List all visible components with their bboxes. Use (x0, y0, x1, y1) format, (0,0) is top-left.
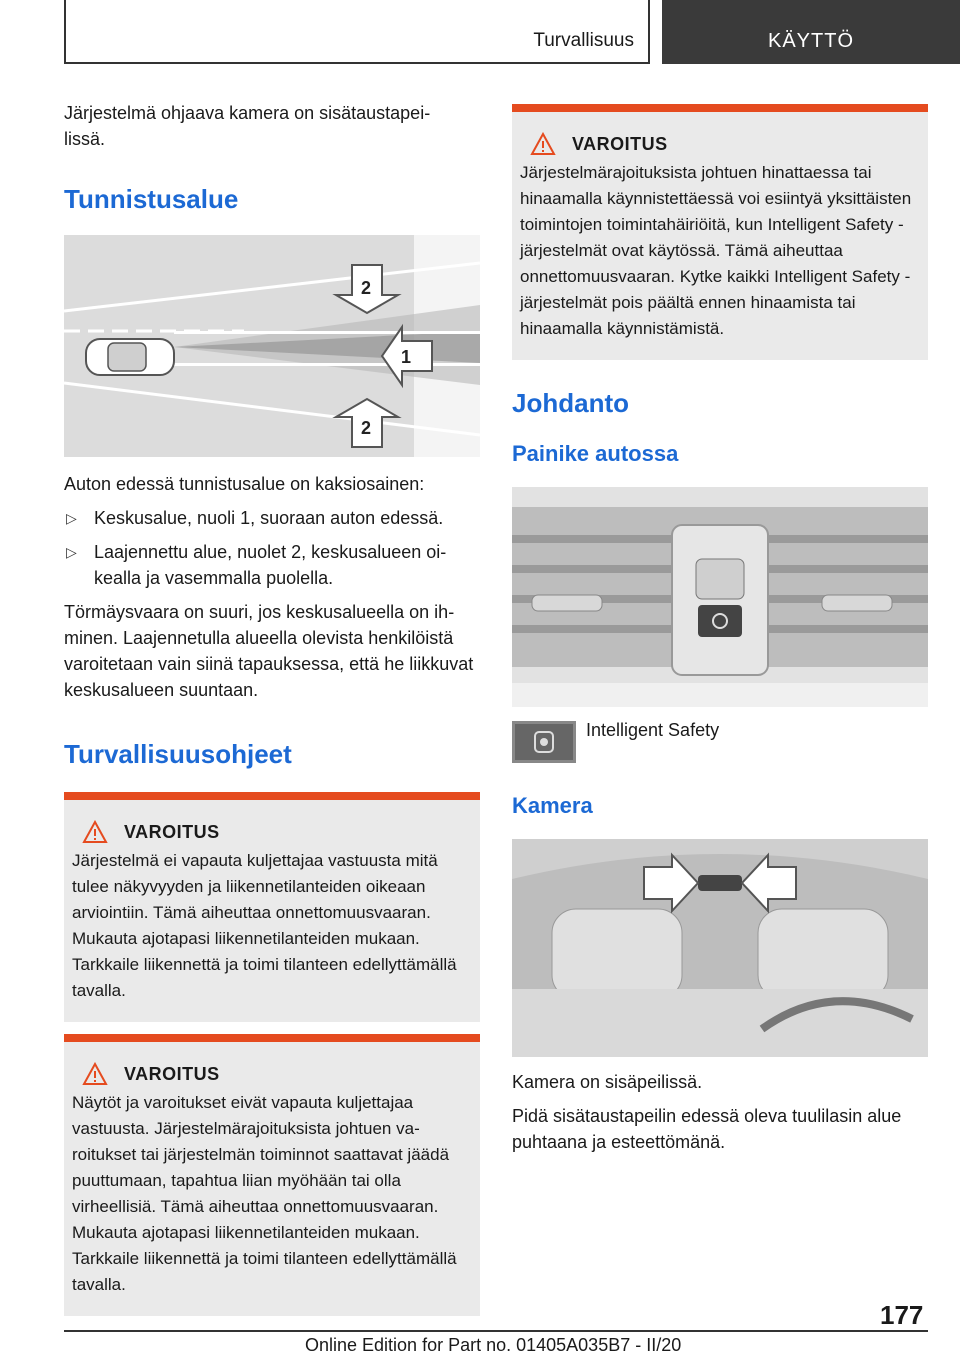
warning-box-2 (64, 1034, 480, 1316)
camera-note: Pidä sisätaustapeilin edessä oleva tuulilasin alue puhtaana ja esteettömänä. (512, 1106, 902, 1152)
intro-paragraph: Järjestelmä ohjaava kamera on sisätaustapeilissä. (64, 103, 431, 149)
footer-divider (64, 1330, 928, 1332)
intro-heading: Johdanto (512, 388, 629, 418)
warning-triangle-icon (530, 132, 556, 156)
bullet-text: Keskusalue, nuoli 1, suoraan auton edessä. (94, 508, 444, 528)
section-tab (64, 0, 650, 64)
warning-triangle-icon (82, 1062, 108, 1086)
detection-area-illustration (64, 235, 480, 457)
arrow-1-label: 1 (401, 347, 412, 367)
car-icon (86, 339, 174, 375)
bullet-item (64, 505, 480, 531)
right-column (512, 104, 928, 1155)
detection-area-figure (64, 235, 480, 457)
intelligent-safety-button (698, 605, 742, 637)
button-in-car-figure (512, 487, 928, 707)
triangle-bullet-icon: ▷ (66, 510, 77, 526)
car-interior-illustration (512, 839, 928, 1057)
camera-mirror (698, 875, 742, 891)
edition-text: Online Edition for Part no. 01405A035B7 - II/20 (305, 1335, 682, 1355)
camera-caption: Kamera on sisäpeilissä. (512, 1072, 703, 1092)
bullet-item (64, 539, 480, 591)
detection-note: Törmäysvaara on suuri, jos keskusalueella on ihminen. Laajennetulla alueella olevista henkilöistä varoitetaan vain siinä tapauksessa, että he liikkuvat keskusalueen suuntaan. (64, 602, 474, 700)
warning-header (530, 132, 920, 156)
warning-header (82, 1062, 472, 1086)
button-label: Intelligent Safety (586, 719, 720, 740)
warning-text: Näytöt ja varoitukset eivät vapauta kuljettajaa vastuusta. Järjestelmärajoituksista johtuen varoitukset tai järjestelmän toiminnot saattavat jäädä puuttumaan, tapahtua liian myöhään tai olla virheellisiä. Tämä aiheuttaa onnettomuusvaaran. Mukauta ajotapasi liikennetilanteiden mukaan. Tarkkaile liikennettä ja toimi tilanteen edellyttämällä tavalla. (72, 1093, 457, 1294)
warning-box-1 (64, 792, 480, 1022)
warning-text: Järjestelmärajoituksista johtuen hinattaessa tai hinaamalla käynnistettäessä voi esiintyä yksittäisten toimintojen toimintahäiriöitä, kun Intelligent Safety -järjestelmät ovat käytössä. Tämä aiheuttaa onnettomuusvaaran. Kytke kaikki Intelligent Safety -järjestelmät pois päältä ennen hinaamista tai hinaamalla käynnistämistä. (520, 163, 912, 338)
warning-title: VAROITUS (124, 821, 220, 842)
left-column (64, 100, 480, 1316)
bullet-text: Laajennettu alue, nuolet 2, keskusalueen oikealla ja vasemmalla puolella. (94, 542, 447, 588)
warning-header (82, 820, 472, 844)
warning-triangle-icon (82, 820, 108, 844)
chapter-tab: KÄYTTÖ (662, 0, 960, 64)
intelligent-safety-button-icon (512, 721, 576, 763)
warning-text: Järjestelmä ei vapauta kuljettajaa vastuusta mitä tulee näkyvyyden ja liikennetilanteiden oikeaan arviointiin. Tämä aiheuttaa onnettomuusvaaran. Mukauta ajotapasi liikennetilanteiden mukaan. Tarkkaile liikennettä ja toimi tilanteen edellyttämällä tavalla. (72, 851, 457, 1000)
dashboard-vent-illustration (512, 487, 928, 707)
warning-title: VAROITUS (124, 1063, 220, 1084)
camera-figure (512, 839, 928, 1057)
arrow-2-bottom-label: 2 (361, 418, 372, 438)
warning-title: VAROITUS (572, 133, 668, 154)
triangle-bullet-icon: ▷ (66, 544, 77, 560)
section-title: Turvallisuus (533, 30, 634, 51)
detection-lead: Auton edessä tunnistusalue on kaksiosainen: (64, 474, 425, 494)
warning-box-3 (512, 104, 928, 360)
safety-heading: Turvallisuusohjeet (64, 739, 292, 769)
detection-heading: Tunnistusalue (64, 184, 239, 214)
page-number: 177 (880, 1300, 924, 1330)
button-heading: Painike autossa (512, 441, 679, 466)
arrow-2-top-label: 2 (361, 278, 372, 298)
page-header (0, 0, 960, 66)
camera-heading: Kamera (512, 793, 593, 818)
button-legend (512, 721, 928, 763)
